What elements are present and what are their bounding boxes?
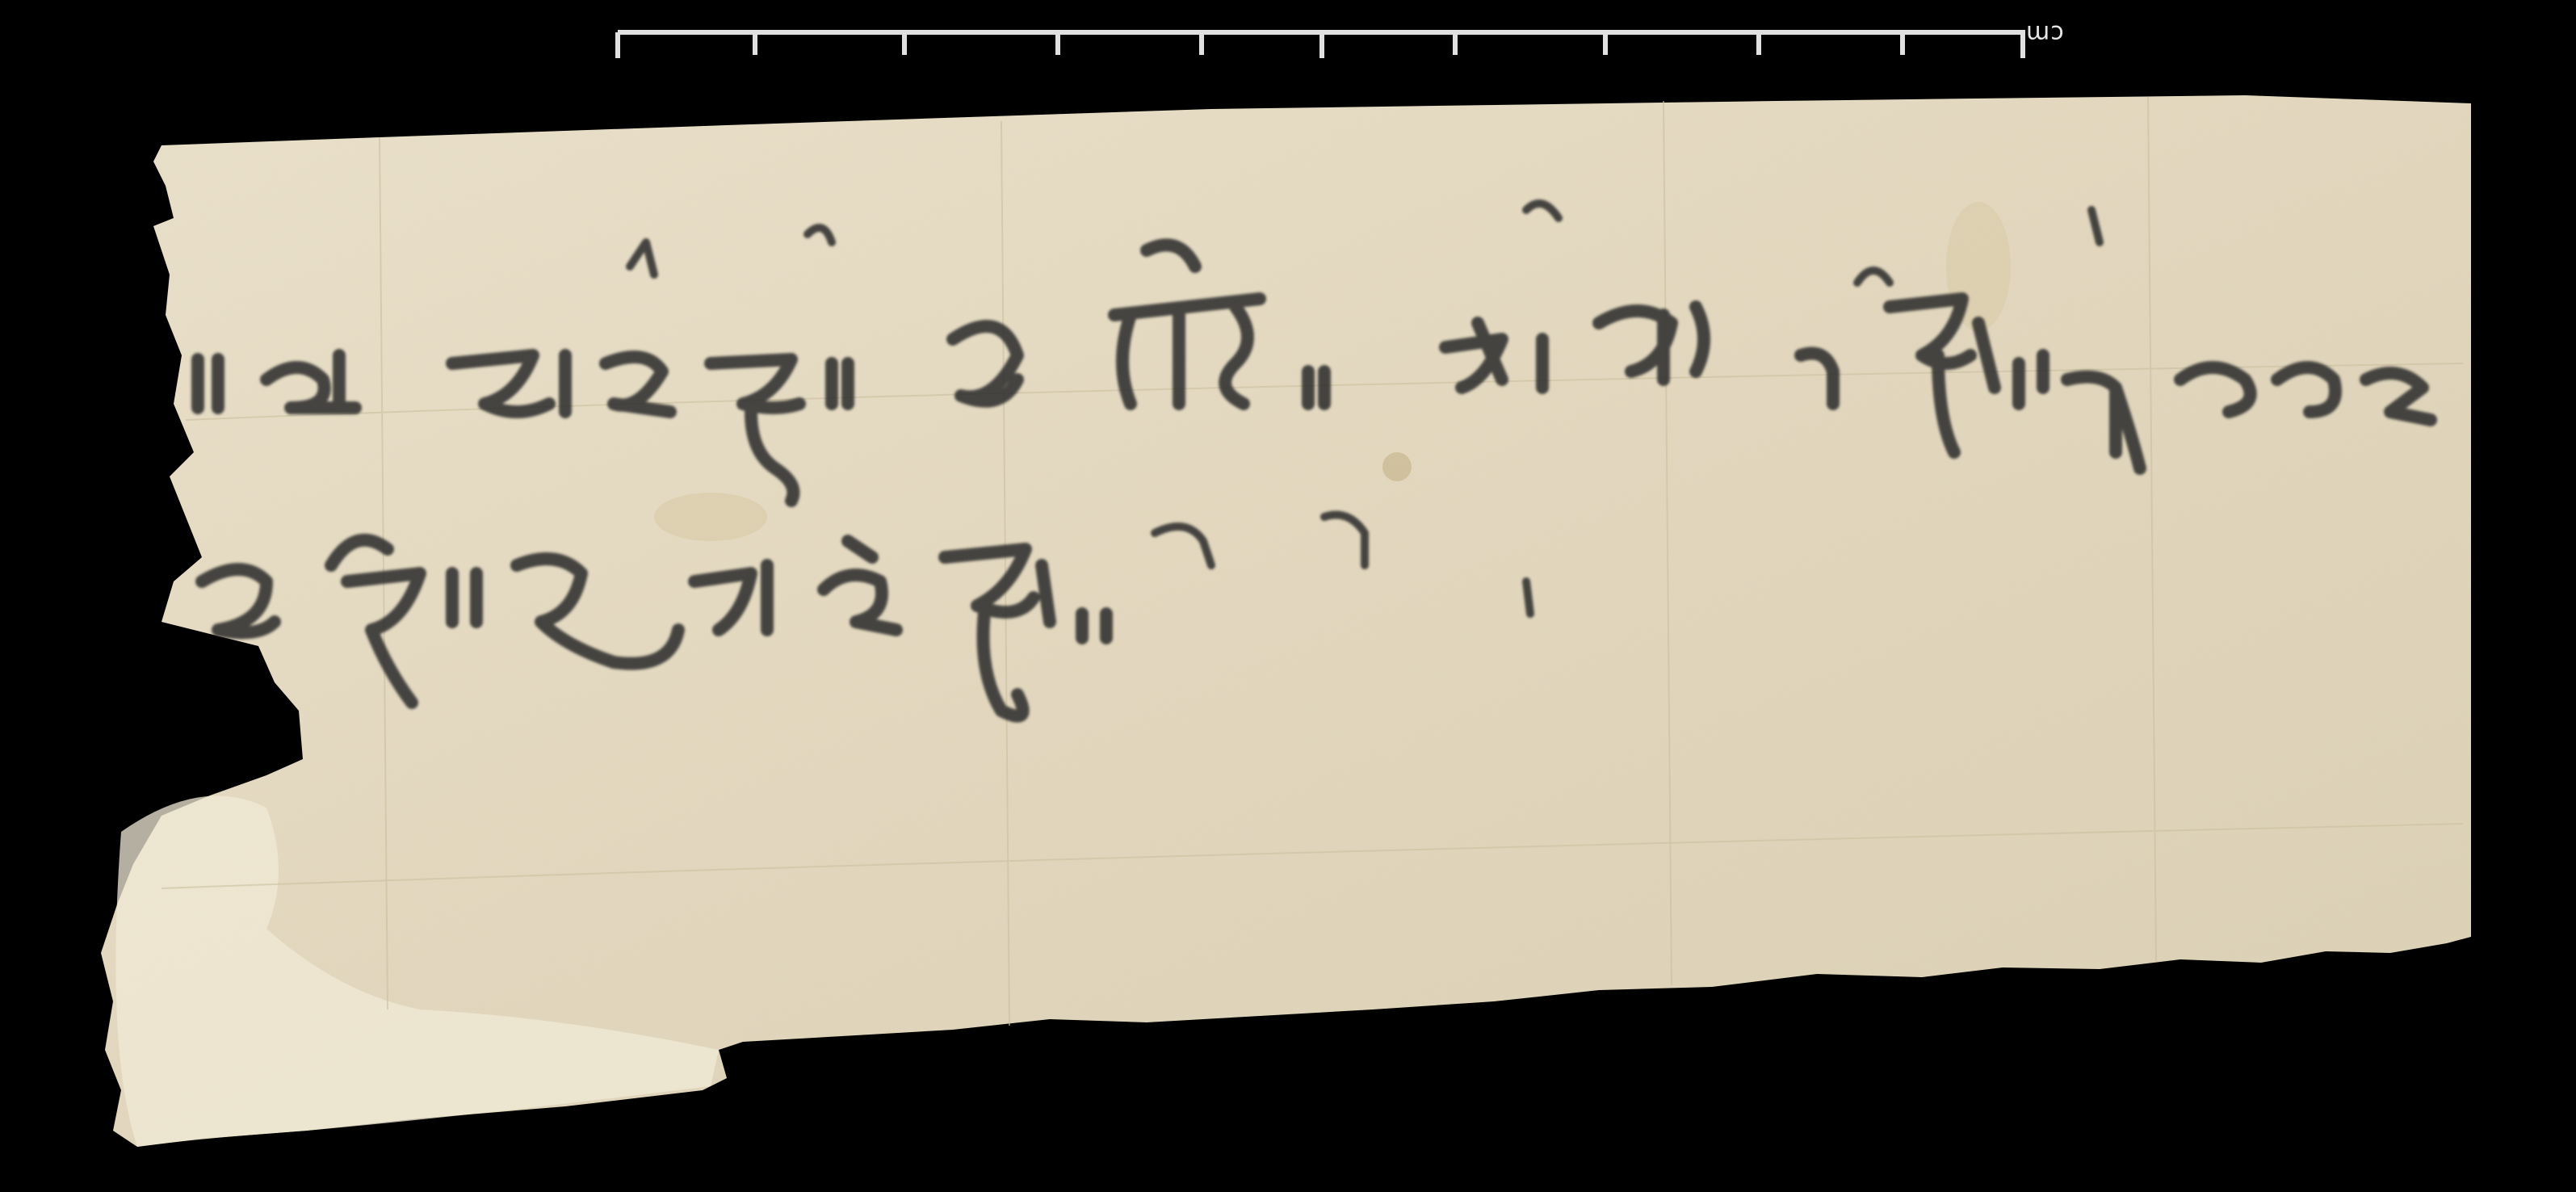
scale-unit-label: cm [2025,19,2064,48]
paper-stain [1382,452,1412,481]
paper-stain [654,493,767,541]
scale-bar [618,32,2025,58]
